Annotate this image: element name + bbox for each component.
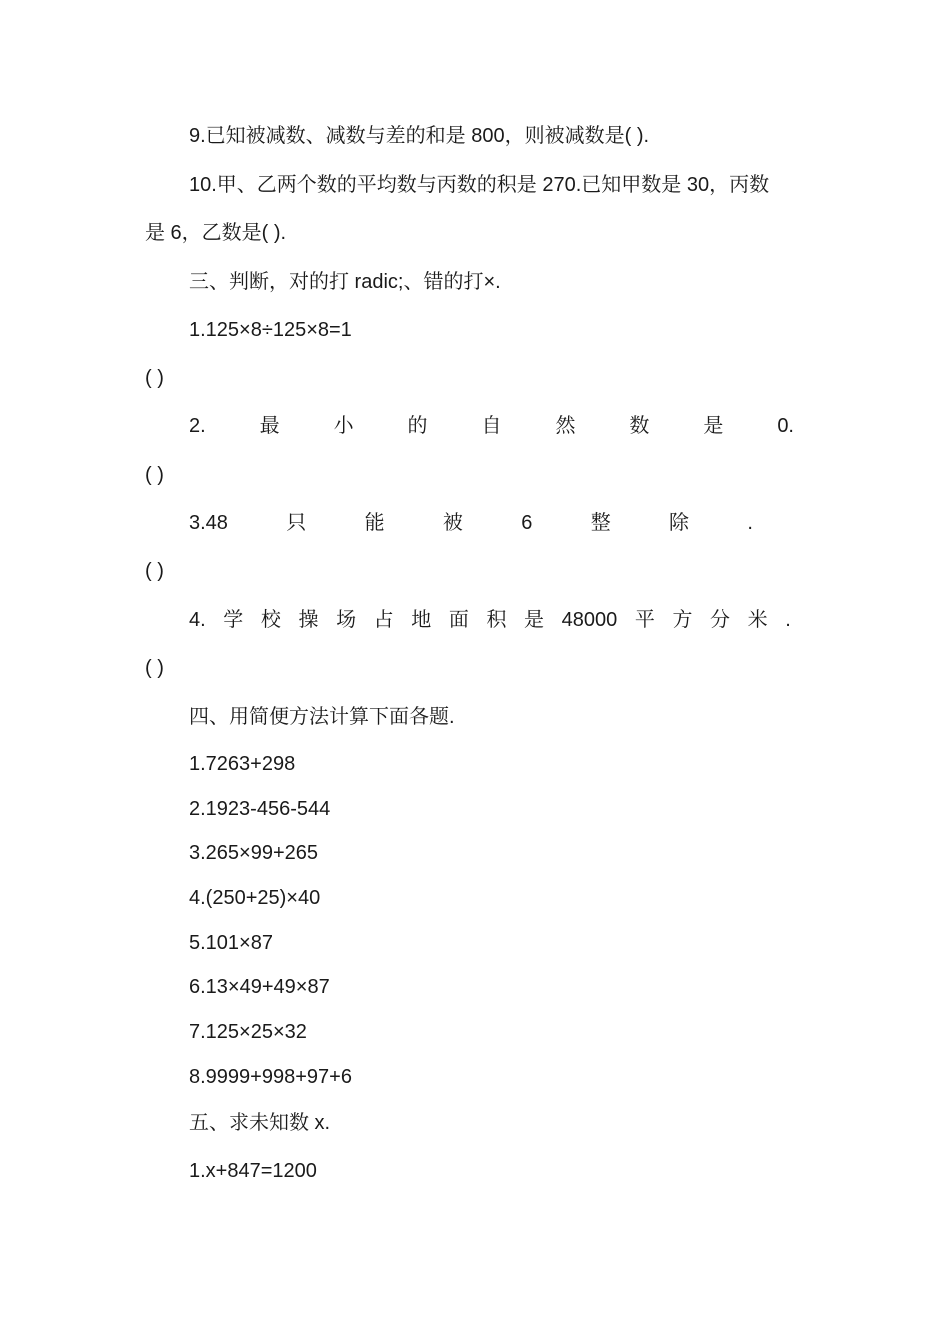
- spread-text-part: 除: [669, 512, 690, 534]
- spread-text-part: 能: [364, 512, 385, 534]
- spread-text-part: 场: [336, 609, 357, 631]
- answer-blank-3: ( ): [145, 560, 164, 582]
- calc-item: 1.7263+298: [189, 753, 296, 775]
- spread-text-part: 4.: [189, 609, 206, 631]
- spread-text-part: 0.: [777, 415, 794, 437]
- question-10-line2: 是 6，乙数是( ).: [145, 222, 287, 244]
- question-10-line1: 10.甲、乙两个数的平均数与丙数的积是 270.已知甲数是 30，丙数: [189, 174, 770, 196]
- spread-text-part: .: [785, 609, 791, 631]
- spread-text-part: 地: [411, 609, 432, 631]
- section-5-heading: 五、求未知数 x.: [189, 1112, 331, 1134]
- spread-text-part: 的: [407, 415, 428, 437]
- spread-text-part: 积: [486, 609, 507, 631]
- spread-text-part: 是: [524, 609, 545, 631]
- answer-blank-1: ( ): [145, 367, 164, 389]
- calc-item: 2.1923-456-544: [189, 798, 331, 820]
- spread-text-part: 6: [521, 512, 533, 534]
- section-3-heading: 三、判断，对的打 radic;、错的打×.: [189, 271, 501, 293]
- answer-blank-4: ( ): [145, 657, 164, 679]
- spread-text-part: .: [747, 512, 753, 534]
- spread-text-part: 2.: [189, 415, 206, 437]
- spread-text-part: 操: [298, 609, 319, 631]
- spread-text-part: 校: [260, 609, 281, 631]
- spread-text-part: 学: [223, 609, 244, 631]
- calc-item: 7.125×25×32: [189, 1021, 307, 1043]
- spread-text-part: 只: [286, 512, 307, 534]
- question-9: 9.已知被减数、减数与差的和是 800，则被减数是( ).: [189, 125, 650, 147]
- spread-text-part: 占: [373, 609, 394, 631]
- calc-item: 5.101×87: [189, 932, 273, 954]
- calc-item: 4.(250+25)×40: [189, 887, 321, 909]
- spread-text-part: 整: [590, 512, 611, 534]
- spread-text-part: 数: [629, 415, 650, 437]
- judge-q2: [189, 412, 794, 440]
- section-4-heading: 四、用简便方法计算下面各题.: [189, 706, 455, 728]
- answer-blank-2: ( ): [145, 464, 164, 486]
- spread-text-part: 小: [333, 415, 354, 437]
- calc-item: 8.9999+998+97+6: [189, 1066, 352, 1088]
- spread-text-part: 方: [672, 609, 693, 631]
- spread-text-part: 米: [747, 609, 768, 631]
- spread-text-part: 然: [555, 415, 576, 437]
- spread-text-part: 48000: [561, 609, 618, 631]
- calc-item: 3.265×99+265: [189, 842, 319, 864]
- spread-text-part: 3.48: [189, 512, 228, 534]
- judge-q3: [189, 509, 753, 537]
- spread-text-part: 自: [481, 415, 502, 437]
- spread-text-part: 分: [710, 609, 731, 631]
- spread-text-part: 最: [259, 415, 280, 437]
- spread-text-part: 面: [448, 609, 469, 631]
- spread-text-part: 被: [442, 512, 463, 534]
- judge-q1: 1.125×8÷125×8=1: [189, 319, 352, 341]
- spread-text-part: 是: [703, 415, 724, 437]
- equation-q1: 1.x+847=1200: [189, 1160, 317, 1182]
- spread-text-part: 平: [634, 609, 655, 631]
- calc-item: 6.13×49+49×87: [189, 976, 330, 998]
- judge-q4: [189, 606, 791, 634]
